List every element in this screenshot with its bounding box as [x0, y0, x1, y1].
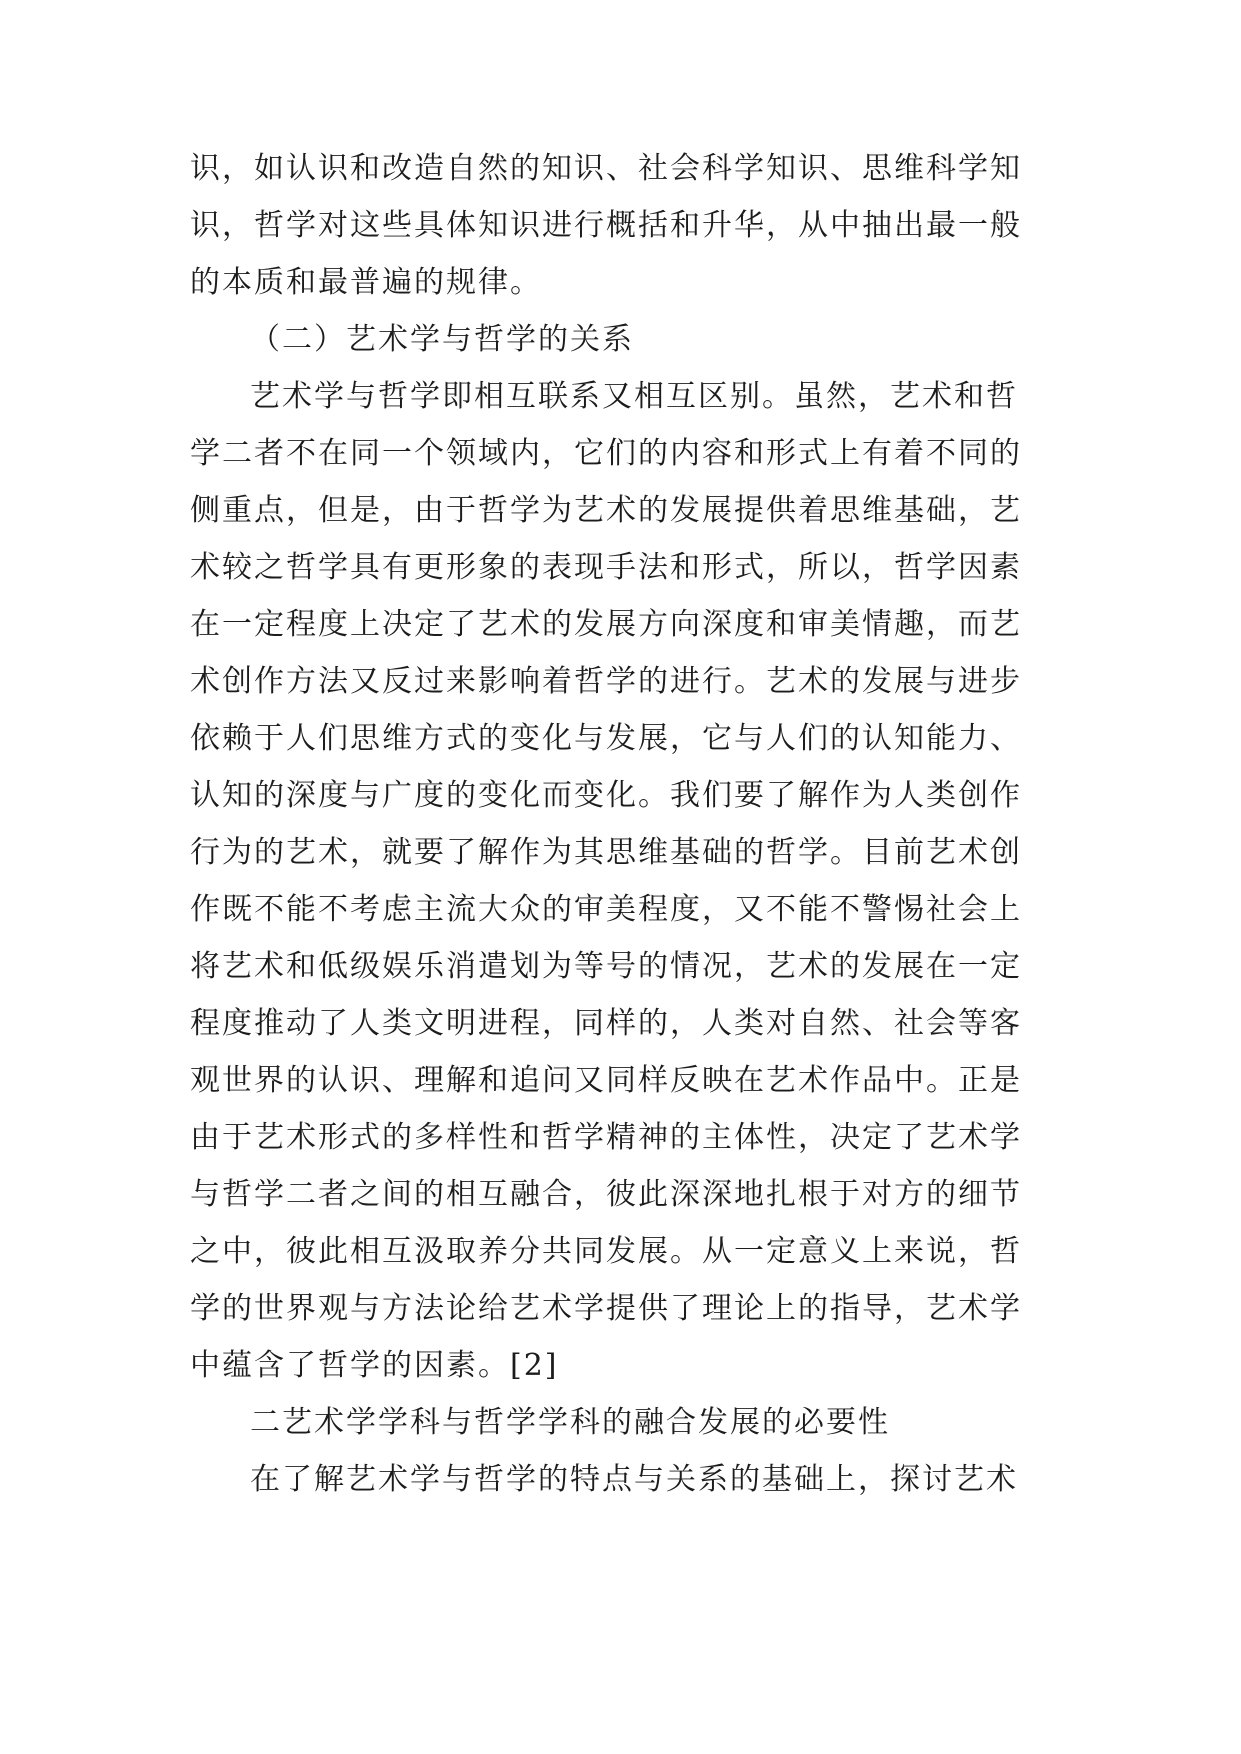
section-heading: （二）艺术学与哲学的关系 — [250, 322, 634, 357]
text-line: 与哲学二者之间的相互融合，彼此深深地扎根于对方的细节 — [190, 1177, 1022, 1212]
text-line: 之中，彼此相互汲取养分共同发展。从一定意义上来说，哲 — [190, 1234, 1022, 1269]
text-line: 识，哲学对这些具体知识进行概括和升华，从中抽出最一般 — [190, 208, 1022, 243]
text-line: 术较之哲学具有更形象的表现手法和形式，所以，哲学因素 — [190, 550, 1022, 585]
text-line: 学二者不在同一个领域内，它们的内容和形式上有着不同的 — [190, 436, 1022, 471]
text-line: 作既不能不考虑主流大众的审美程度，又不能不警惕社会上 — [190, 892, 1022, 927]
text-line: 在一定程度上决定了艺术的发展方向深度和审美情趣，而艺 — [190, 607, 1022, 642]
text-line: 依赖于人们思维方式的变化与发展，它与人们的认知能力、 — [190, 721, 1022, 756]
text-line: 学的世界观与方法论给艺术学提供了理论上的指导，艺术学 — [190, 1291, 1022, 1326]
text-line: 认知的深度与广度的变化而变化。我们要了解作为人类创作 — [190, 778, 1022, 813]
paragraph-start-line: 在了解艺术学与哲学的特点与关系的基础上，探讨艺术 — [250, 1462, 1018, 1497]
text-line: 中蕴含了哲学的因素。[2] — [190, 1348, 559, 1383]
section-heading: 二艺术学学科与哲学学科的融合发展的必要性 — [250, 1405, 890, 1440]
text-line: 识，如认识和改造自然的知识、社会科学知识、思维科学知 — [190, 151, 1022, 186]
text-line: 侧重点，但是，由于哲学为艺术的发展提供着思维基础，艺 — [190, 493, 1022, 528]
text-line: 程度推动了人类文明进程，同样的，人类对自然、社会等客 — [190, 1006, 1022, 1041]
text-line: 行为的艺术，就要了解作为其思维基础的哲学。目前艺术创 — [190, 835, 1022, 870]
text-line: 观世界的认识、理解和追问又同样反映在艺术作品中。正是 — [190, 1063, 1022, 1098]
text-line: 由于艺术形式的多样性和哲学精神的主体性，决定了艺术学 — [190, 1120, 1022, 1155]
text-line: 的本质和最普遍的规律。 — [190, 265, 542, 300]
text-line: 术创作方法又反过来影响着哲学的进行。艺术的发展与进步 — [190, 664, 1022, 699]
paragraph-start-line: 艺术学与哲学即相互联系又相互区别。虽然，艺术和哲 — [250, 379, 1018, 414]
text-line: 将艺术和低级娱乐消遣划为等号的情况，艺术的发展在一定 — [190, 949, 1022, 984]
